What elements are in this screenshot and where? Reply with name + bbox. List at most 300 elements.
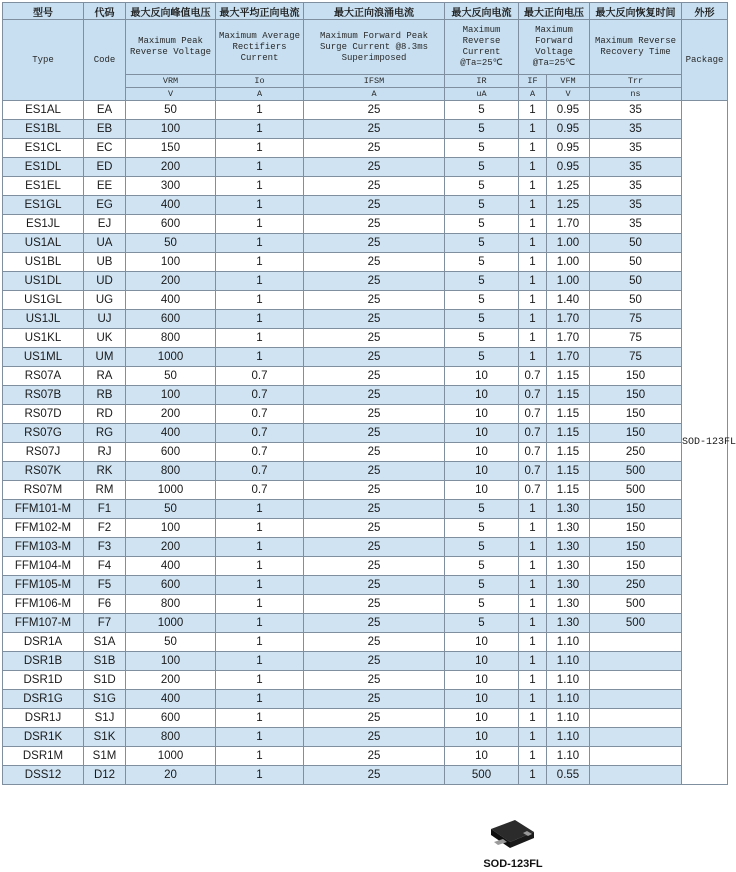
cell-type: DSR1K <box>3 728 84 747</box>
cell-io: 1 <box>216 177 304 196</box>
cell-ifsm: 25 <box>304 253 445 272</box>
cell-vrm: 1000 <box>126 747 216 766</box>
header-cn-io: 最大平均正向电流 <box>216 3 304 20</box>
cell-vfm: 1.10 <box>547 652 590 671</box>
cell-vrm: 600 <box>126 443 216 462</box>
header-row-english <box>3 20 728 75</box>
cell-type: FFM102-M <box>3 519 84 538</box>
cell-ifsm: 25 <box>304 215 445 234</box>
cell-vrm: 50 <box>126 234 216 253</box>
table-row <box>3 671 728 690</box>
cell-code: EJ <box>84 215 126 234</box>
symbol-vfm: VFM <box>547 75 590 88</box>
cell-ifsm: 25 <box>304 500 445 519</box>
cell-if: 0.7 <box>519 386 547 405</box>
cell-code: S1J <box>84 709 126 728</box>
cell-code: EC <box>84 139 126 158</box>
cell-ir: 5 <box>445 272 519 291</box>
cell-io: 1 <box>216 614 304 633</box>
cell-vrm: 100 <box>126 519 216 538</box>
cell-if: 1 <box>519 595 547 614</box>
header-en-vf: Maximum Forward Voltage @Ta=25℃ <box>519 20 590 75</box>
cell-io: 1 <box>216 747 304 766</box>
cell-vfm: 1.10 <box>547 747 590 766</box>
cell-if: 1 <box>519 709 547 728</box>
cell-vfm: 1.30 <box>547 614 590 633</box>
cell-trr <box>590 690 682 709</box>
table-row <box>3 101 728 120</box>
cell-if: 0.7 <box>519 481 547 500</box>
cell-io: 1 <box>216 652 304 671</box>
package-caption: SOD-123FL <box>483 858 543 870</box>
cell-if: 0.7 <box>519 462 547 481</box>
cell-code: S1D <box>84 671 126 690</box>
cell-io: 1 <box>216 557 304 576</box>
cell-ir: 5 <box>445 215 519 234</box>
cell-vfm: 1.15 <box>547 481 590 500</box>
cell-ifsm: 25 <box>304 196 445 215</box>
cell-type: US1AL <box>3 234 84 253</box>
cell-if: 0.7 <box>519 443 547 462</box>
cell-vrm: 800 <box>126 728 216 747</box>
cell-io: 0.7 <box>216 443 304 462</box>
cell-vrm: 50 <box>126 367 216 386</box>
cell-vrm: 200 <box>126 538 216 557</box>
cell-vfm: 0.55 <box>547 766 590 785</box>
cell-code: UJ <box>84 310 126 329</box>
header-row-chinese <box>3 3 728 20</box>
cell-type: US1BL <box>3 253 84 272</box>
table-row <box>3 272 728 291</box>
cell-ifsm: 25 <box>304 709 445 728</box>
unit-ir: uA <box>445 88 519 101</box>
cell-trr <box>590 633 682 652</box>
cell-vrm: 800 <box>126 595 216 614</box>
cell-if: 1 <box>519 519 547 538</box>
cell-code: F4 <box>84 557 126 576</box>
cell-ifsm: 25 <box>304 576 445 595</box>
cell-vfm: 1.15 <box>547 386 590 405</box>
cell-vrm: 600 <box>126 310 216 329</box>
cell-type: RS07K <box>3 462 84 481</box>
cell-io: 1 <box>216 709 304 728</box>
cell-trr: 150 <box>590 557 682 576</box>
cell-ir: 5 <box>445 348 519 367</box>
cell-type: DSR1J <box>3 709 84 728</box>
cell-ir: 5 <box>445 158 519 177</box>
cell-type: RS07M <box>3 481 84 500</box>
cell-ifsm: 25 <box>304 462 445 481</box>
symbol-trr: Trr <box>590 75 682 88</box>
cell-vfm: 1.70 <box>547 329 590 348</box>
cell-trr: 150 <box>590 424 682 443</box>
cell-type: FFM107-M <box>3 614 84 633</box>
cell-vfm: 1.15 <box>547 424 590 443</box>
cell-trr: 75 <box>590 310 682 329</box>
table-row <box>3 747 728 766</box>
cell-ir: 5 <box>445 101 519 120</box>
table-row <box>3 139 728 158</box>
cell-ifsm: 25 <box>304 272 445 291</box>
cell-trr: 500 <box>590 462 682 481</box>
cell-io: 0.7 <box>216 481 304 500</box>
table-row <box>3 709 728 728</box>
header-en-code: Code <box>84 20 126 101</box>
table-row <box>3 291 728 310</box>
cell-type: FFM103-M <box>3 538 84 557</box>
cell-ir: 5 <box>445 557 519 576</box>
table-row <box>3 234 728 253</box>
cell-vrm: 600 <box>126 709 216 728</box>
table-row <box>3 386 728 405</box>
cell-vrm: 600 <box>126 576 216 595</box>
symbol-io: Io <box>216 75 304 88</box>
unit-if: A <box>519 88 547 101</box>
cell-trr: 500 <box>590 595 682 614</box>
table-row <box>3 329 728 348</box>
cell-if: 1 <box>519 234 547 253</box>
cell-if: 1 <box>519 500 547 519</box>
sod-123fl-package-icon <box>458 812 568 858</box>
cell-ir: 5 <box>445 519 519 538</box>
cell-vrm: 100 <box>126 120 216 139</box>
cell-vrm: 1000 <box>126 481 216 500</box>
cell-vrm: 1000 <box>126 348 216 367</box>
cell-vfm: 1.30 <box>547 576 590 595</box>
cell-code: RA <box>84 367 126 386</box>
cell-trr: 75 <box>590 329 682 348</box>
cell-code: F3 <box>84 538 126 557</box>
table-row <box>3 519 728 538</box>
cell-trr: 150 <box>590 405 682 424</box>
cell-type: ES1JL <box>3 215 84 234</box>
table-row <box>3 557 728 576</box>
cell-io: 1 <box>216 253 304 272</box>
header-en-io: Maximum Average Rectifiers Current <box>216 20 304 75</box>
cell-ir: 5 <box>445 329 519 348</box>
cell-vrm: 1000 <box>126 614 216 633</box>
cell-vrm: 150 <box>126 139 216 158</box>
cell-code: F7 <box>84 614 126 633</box>
cell-if: 0.7 <box>519 424 547 443</box>
header-cn-vf: 最大正向电压 <box>519 3 590 20</box>
package-cell: SOD-123FL <box>682 101 728 785</box>
cell-type: FFM104-M <box>3 557 84 576</box>
cell-vfm: 1.10 <box>547 709 590 728</box>
cell-vfm: 1.15 <box>547 462 590 481</box>
header-cn-ir: 最大反向电流 <box>445 3 519 20</box>
cell-code: RD <box>84 405 126 424</box>
cell-io: 1 <box>216 500 304 519</box>
cell-ifsm: 25 <box>304 747 445 766</box>
cell-if: 1 <box>519 633 547 652</box>
table-row <box>3 538 728 557</box>
cell-ir: 5 <box>445 177 519 196</box>
cell-vrm: 100 <box>126 253 216 272</box>
cell-ir: 10 <box>445 462 519 481</box>
table-row <box>3 196 728 215</box>
cell-vfm: 1.70 <box>547 348 590 367</box>
cell-vrm: 300 <box>126 177 216 196</box>
cell-vfm: 1.00 <box>547 272 590 291</box>
cell-vfm: 1.30 <box>547 519 590 538</box>
cell-ir: 10 <box>445 405 519 424</box>
symbol-ifsm: IFSM <box>304 75 445 88</box>
cell-if: 0.7 <box>519 405 547 424</box>
cell-code: F6 <box>84 595 126 614</box>
cell-trr: 50 <box>590 291 682 310</box>
cell-io: 1 <box>216 215 304 234</box>
cell-ifsm: 25 <box>304 158 445 177</box>
cell-vfm: 1.10 <box>547 633 590 652</box>
table-row <box>3 766 728 785</box>
cell-if: 1 <box>519 291 547 310</box>
cell-vrm: 800 <box>126 329 216 348</box>
unit-vrm: V <box>126 88 216 101</box>
cell-ifsm: 25 <box>304 139 445 158</box>
header-cn-ifsm: 最大正向浪涌电流 <box>304 3 445 20</box>
cell-vfm: 1.40 <box>547 291 590 310</box>
cell-ifsm: 25 <box>304 367 445 386</box>
cell-code: D12 <box>84 766 126 785</box>
cell-ir: 10 <box>445 367 519 386</box>
cell-if: 1 <box>519 614 547 633</box>
cell-vrm: 200 <box>126 272 216 291</box>
cell-io: 0.7 <box>216 424 304 443</box>
cell-ir: 10 <box>445 671 519 690</box>
cell-type: FFM101-M <box>3 500 84 519</box>
table-row <box>3 728 728 747</box>
cell-code: S1M <box>84 747 126 766</box>
cell-vfm: 1.30 <box>547 538 590 557</box>
cell-ir: 5 <box>445 196 519 215</box>
cell-io: 1 <box>216 633 304 652</box>
cell-ir: 10 <box>445 728 519 747</box>
cell-vrm: 600 <box>126 215 216 234</box>
cell-io: 1 <box>216 728 304 747</box>
cell-type: DSR1D <box>3 671 84 690</box>
cell-vrm: 400 <box>126 557 216 576</box>
table-row <box>3 443 728 462</box>
cell-trr: 35 <box>590 101 682 120</box>
cell-code: RB <box>84 386 126 405</box>
unit-trr: ns <box>590 88 682 101</box>
table-row <box>3 348 728 367</box>
cell-vrm: 200 <box>126 671 216 690</box>
cell-type: DSS12 <box>3 766 84 785</box>
table-row <box>3 690 728 709</box>
table-row <box>3 633 728 652</box>
cell-ir: 5 <box>445 595 519 614</box>
cell-ifsm: 25 <box>304 557 445 576</box>
cell-vfm: 1.15 <box>547 367 590 386</box>
cell-type: DSR1M <box>3 747 84 766</box>
cell-io: 1 <box>216 519 304 538</box>
cell-ifsm: 25 <box>304 234 445 253</box>
header-en-ir: Maximum Reverse Current @Ta=25℃ <box>445 20 519 75</box>
unit-io: A <box>216 88 304 101</box>
package-illustration <box>458 812 568 872</box>
cell-ir: 10 <box>445 424 519 443</box>
symbol-vrm: VRM <box>126 75 216 88</box>
cell-if: 1 <box>519 196 547 215</box>
table-row <box>3 215 728 234</box>
cell-ifsm: 25 <box>304 538 445 557</box>
cell-if: 1 <box>519 310 547 329</box>
cell-code: UM <box>84 348 126 367</box>
cell-ir: 500 <box>445 766 519 785</box>
cell-code: UD <box>84 272 126 291</box>
cell-io: 1 <box>216 291 304 310</box>
cell-type: RS07A <box>3 367 84 386</box>
header-en-type: Type <box>3 20 84 101</box>
cell-vrm: 400 <box>126 196 216 215</box>
cell-if: 1 <box>519 690 547 709</box>
cell-vrm: 400 <box>126 424 216 443</box>
cell-trr: 150 <box>590 519 682 538</box>
cell-type: FFM106-M <box>3 595 84 614</box>
cell-code: ED <box>84 158 126 177</box>
header-cn-vrm: 最大反向峰值电压 <box>126 3 216 20</box>
cell-vrm: 200 <box>126 405 216 424</box>
cell-vfm: 1.30 <box>547 557 590 576</box>
cell-ir: 10 <box>445 386 519 405</box>
cell-ir: 5 <box>445 234 519 253</box>
cell-if: 1 <box>519 348 547 367</box>
cell-if: 1 <box>519 139 547 158</box>
cell-ir: 5 <box>445 291 519 310</box>
cell-trr <box>590 766 682 785</box>
table-row <box>3 158 728 177</box>
cell-code: UK <box>84 329 126 348</box>
cell-code: UG <box>84 291 126 310</box>
cell-type: DSR1B <box>3 652 84 671</box>
cell-vfm: 1.10 <box>547 690 590 709</box>
cell-ir: 10 <box>445 443 519 462</box>
cell-vrm: 50 <box>126 101 216 120</box>
cell-type: RS07G <box>3 424 84 443</box>
cell-trr: 150 <box>590 538 682 557</box>
cell-vrm: 50 <box>126 500 216 519</box>
unit-ifsm: A <box>304 88 445 101</box>
cell-io: 1 <box>216 158 304 177</box>
cell-type: US1GL <box>3 291 84 310</box>
cell-ifsm: 25 <box>304 595 445 614</box>
cell-vrm: 100 <box>126 386 216 405</box>
header-en-package: Package <box>682 20 728 101</box>
cell-vfm: 1.10 <box>547 671 590 690</box>
cell-ir: 10 <box>445 709 519 728</box>
table-row <box>3 500 728 519</box>
cell-trr: 35 <box>590 139 682 158</box>
cell-trr <box>590 728 682 747</box>
cell-trr: 35 <box>590 158 682 177</box>
cell-vfm: 0.95 <box>547 120 590 139</box>
cell-ifsm: 25 <box>304 120 445 139</box>
cell-code: RJ <box>84 443 126 462</box>
cell-type: ES1EL <box>3 177 84 196</box>
cell-ifsm: 25 <box>304 519 445 538</box>
cell-if: 1 <box>519 253 547 272</box>
cell-code: F2 <box>84 519 126 538</box>
cell-code: RK <box>84 462 126 481</box>
cell-vfm: 1.70 <box>547 215 590 234</box>
cell-ir: 5 <box>445 139 519 158</box>
table-row <box>3 367 728 386</box>
cell-trr <box>590 652 682 671</box>
cell-trr: 150 <box>590 500 682 519</box>
cell-code: EA <box>84 101 126 120</box>
cell-trr: 35 <box>590 177 682 196</box>
cell-io: 0.7 <box>216 462 304 481</box>
cell-vrm: 100 <box>126 652 216 671</box>
spec-table <box>2 2 736 785</box>
cell-ir: 10 <box>445 747 519 766</box>
cell-vfm: 1.70 <box>547 310 590 329</box>
cell-trr: 500 <box>590 481 682 500</box>
cell-vfm: 1.30 <box>547 595 590 614</box>
symbol-if: IF <box>519 75 547 88</box>
cell-ir: 5 <box>445 120 519 139</box>
cell-if: 1 <box>519 272 547 291</box>
cell-trr: 250 <box>590 443 682 462</box>
cell-code: RG <box>84 424 126 443</box>
cell-io: 1 <box>216 766 304 785</box>
cell-ifsm: 25 <box>304 481 445 500</box>
cell-code: EE <box>84 177 126 196</box>
cell-ifsm: 25 <box>304 101 445 120</box>
cell-vfm: 1.00 <box>547 253 590 272</box>
table-row <box>3 614 728 633</box>
cell-type: RS07D <box>3 405 84 424</box>
cell-ifsm: 25 <box>304 614 445 633</box>
cell-type: RS07B <box>3 386 84 405</box>
cell-ir: 5 <box>445 538 519 557</box>
cell-if: 1 <box>519 671 547 690</box>
header-cn-trr: 最大反向恢复时间 <box>590 3 682 20</box>
cell-trr: 50 <box>590 272 682 291</box>
cell-code: F5 <box>84 576 126 595</box>
cell-code: EG <box>84 196 126 215</box>
cell-type: DSR1A <box>3 633 84 652</box>
cell-vrm: 20 <box>126 766 216 785</box>
cell-if: 1 <box>519 120 547 139</box>
cell-ifsm: 25 <box>304 652 445 671</box>
cell-ir: 5 <box>445 614 519 633</box>
cell-io: 1 <box>216 101 304 120</box>
table-row <box>3 177 728 196</box>
cell-io: 1 <box>216 671 304 690</box>
cell-io: 1 <box>216 595 304 614</box>
cell-code: S1G <box>84 690 126 709</box>
cell-vrm: 400 <box>126 291 216 310</box>
cell-if: 1 <box>519 215 547 234</box>
cell-if: 1 <box>519 158 547 177</box>
cell-vrm: 200 <box>126 158 216 177</box>
cell-ir: 10 <box>445 633 519 652</box>
cell-type: ES1AL <box>3 101 84 120</box>
cell-if: 1 <box>519 101 547 120</box>
cell-if: 1 <box>519 557 547 576</box>
cell-io: 1 <box>216 196 304 215</box>
cell-vfm: 0.95 <box>547 158 590 177</box>
cell-vfm: 1.25 <box>547 196 590 215</box>
cell-ir: 10 <box>445 652 519 671</box>
cell-ifsm: 25 <box>304 348 445 367</box>
cell-vfm: 1.15 <box>547 405 590 424</box>
cell-vfm: 1.10 <box>547 728 590 747</box>
cell-type: ES1DL <box>3 158 84 177</box>
